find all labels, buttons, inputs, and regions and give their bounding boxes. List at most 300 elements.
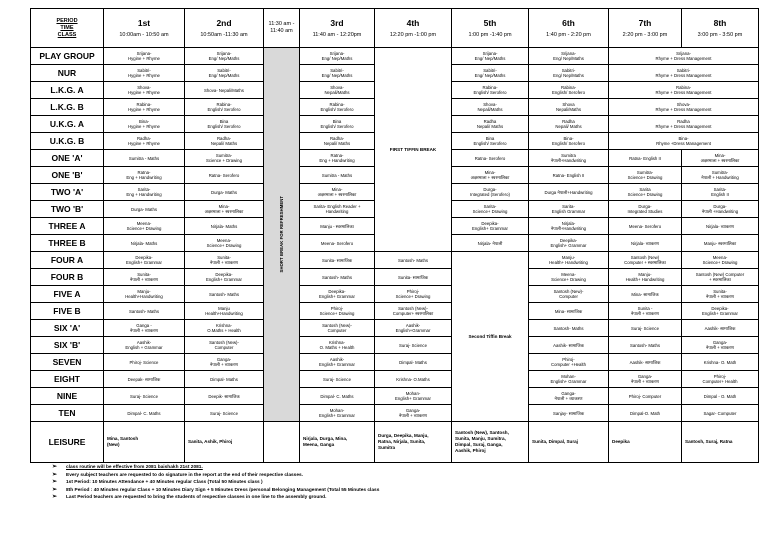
cell-line: Sarita- (713, 187, 727, 192)
period-cell (682, 235, 759, 252)
cell-line: Meena- (216, 238, 232, 243)
period-cell (104, 133, 185, 150)
period-cell (529, 371, 609, 388)
period-cell (375, 303, 452, 320)
period-cell (529, 235, 609, 252)
cell-line: FIVE B (53, 305, 81, 316)
cell-line: Durga- (713, 204, 727, 209)
routine-row (31, 303, 759, 320)
cell-line: Hygine + Rhyme (128, 141, 160, 146)
class-name (31, 371, 104, 388)
period-cell (529, 99, 609, 116)
period-cell (609, 201, 682, 218)
period-cell (104, 269, 185, 286)
routine-table (30, 8, 759, 463)
cell-line: Sumitra (378, 445, 396, 450)
period-cell (104, 252, 185, 269)
cell-line: Integrated Studies (627, 209, 663, 214)
cell-line: Santosh (New) Computer (695, 272, 745, 277)
period-header-3rd (300, 9, 375, 48)
leisure-break-cell (264, 422, 300, 463)
cell-line: Srijana- (216, 51, 232, 56)
period-header-8th (682, 9, 759, 48)
cell-line: U.K.G. A (49, 118, 85, 129)
cell-line: Sunita, Manju, Sumitra, (455, 436, 506, 441)
routine-row (31, 269, 759, 286)
cell-line: SEVEN (52, 356, 82, 367)
cell-line: अक्षरमाला + स्वरमालिका (317, 192, 357, 197)
cell-line: Deepika- (481, 221, 499, 226)
period-cell (300, 184, 375, 201)
period-cell (682, 371, 759, 388)
cell-line: Sunita- (137, 272, 151, 277)
cell-line: Eng/ Nep/Maths (474, 73, 506, 78)
cell-line: Phiroj- Science (129, 359, 159, 365)
period-cell (529, 167, 609, 184)
cell-line: Sarita- English Reader + (313, 204, 361, 209)
cell-line: Sanjay- सामाजिक (552, 410, 585, 416)
period-cell (185, 388, 264, 405)
note-item (52, 487, 752, 495)
period-cell (682, 337, 759, 354)
cell-line: Sumitra - Maths (128, 155, 160, 161)
cell-line: Krishna- O.Maths (396, 376, 430, 382)
period-cell (609, 405, 682, 422)
break-time: 11:30 am - 11:40 am (268, 21, 295, 34)
cell-line: Ratna, Nirjala, Sunita, (378, 439, 426, 444)
cell-line: Dimpal-O. Math (629, 410, 661, 416)
cell-line: PLAY GROUP (39, 50, 95, 61)
cell-line: Science+ Drawing (702, 260, 738, 265)
cell-line: Rhyme + Dress Management (655, 56, 712, 61)
period-cell (682, 150, 759, 167)
class-name (31, 354, 104, 371)
cell-line: Krishna- O. Math (703, 359, 737, 365)
period-cell (104, 337, 185, 354)
corner-label: PERIOD (56, 17, 78, 24)
cell-line: Santosh- Maths (128, 308, 160, 314)
leisure-teachers (609, 422, 682, 463)
class-name (31, 133, 104, 150)
cell-line: Durga- Maths (130, 206, 158, 212)
period-cell (185, 116, 264, 133)
period-time-class-header (31, 9, 104, 48)
cell-line: THREE A (48, 220, 86, 231)
cell-line: Eng + Handwriting (126, 175, 162, 180)
cell-line: Dimpal, Suraj, Ganga, (455, 442, 503, 447)
cell-line: Second Tiffin Break (468, 334, 512, 339)
cell-line: Manju - स्वरमालिका (320, 223, 354, 229)
period-cell (185, 337, 264, 354)
period-cell (529, 201, 609, 218)
note-text: 1st Period: 10 Minutes Attendance + 40 Minutes regular Class (Total 50 Minutes class ) (66, 480, 263, 485)
period-header-7th (609, 9, 682, 48)
cell-line: अक्षरमाला + स्वरमालिका (204, 209, 244, 214)
cell-line: Nirjala- Maths (130, 240, 158, 246)
period-cell (104, 82, 185, 99)
cell-line: Sunita - (637, 306, 653, 311)
cell-line: English Grammar (551, 209, 586, 214)
cell-line: नेपाली + व्याकरण (630, 379, 660, 384)
period-cell (104, 99, 185, 116)
class-name (31, 167, 104, 184)
period-cell (300, 133, 375, 150)
short-break-cell (264, 48, 300, 422)
cell-line: Ratna- Serofero (474, 155, 506, 161)
period-cell (104, 116, 185, 133)
routine-row (31, 286, 759, 303)
period-cell (529, 133, 609, 150)
first-tiffin-break-cell (375, 48, 452, 252)
period-time: 10:50am -11:30 am (200, 31, 248, 38)
cell-line: Srijana- (136, 51, 152, 56)
period-cell (375, 354, 452, 371)
period-name: 6th (562, 17, 575, 28)
class-name (31, 235, 104, 252)
cell-line: Ratna- English II (552, 172, 585, 178)
class-routine (30, 8, 758, 463)
class-name (31, 320, 104, 337)
period-cell (529, 184, 609, 201)
leisure-teachers (452, 422, 529, 463)
cell-line: Rabina- (329, 102, 345, 107)
cell-line: Suraj- Science (399, 342, 427, 348)
cell-line: Sarita (639, 187, 651, 192)
cell-line: English/ Serofero (320, 124, 354, 129)
cell-line: Manju (218, 306, 230, 311)
cell-line: Science+ Drawing (627, 175, 663, 180)
cell-line: English+ Grammar (319, 413, 355, 418)
period-cell (185, 405, 264, 422)
cell-line: English/ Serofero (473, 141, 507, 146)
cell-line: Santosh (New)- (398, 306, 428, 311)
cell-line: Radha (483, 119, 497, 124)
routine-row (31, 48, 759, 65)
period-cell (682, 388, 759, 405)
arrow-bullet-icon: ➢ (52, 494, 58, 500)
cell-line: Ratna- (330, 153, 344, 158)
period-cell (300, 48, 375, 65)
cell-line: NUR (57, 67, 77, 78)
class-name (31, 99, 104, 116)
cell-line: Deepika (612, 439, 630, 444)
cell-line: Mina- (331, 187, 343, 192)
routine-row (31, 388, 759, 405)
cell-line: O. Maths + Health (319, 345, 355, 350)
note-item (52, 472, 752, 480)
cell-line: Santosh (New)- (553, 289, 584, 294)
period-cell (529, 150, 609, 167)
cell-line: O.Maths + Health (207, 328, 241, 333)
cell-line: Sanita, Ashik, Phiroj (188, 439, 233, 444)
period-cell (609, 133, 759, 150)
cell-line: Mina, Santosh (107, 436, 139, 441)
period-cell (185, 48, 264, 65)
period-cell (104, 405, 185, 422)
cell-line: नेपाली + व्याकरण (630, 311, 660, 316)
period-cell (375, 337, 452, 354)
period-cell (300, 150, 375, 167)
cell-line: TEN (58, 407, 76, 418)
period-cell (185, 82, 264, 99)
period-cell (609, 65, 759, 82)
cell-line: Hygine + Rhyme (128, 73, 160, 78)
cell-line: Integrated (Serofero) (470, 192, 510, 197)
cell-line: Nirjala- (561, 221, 576, 226)
cell-line: Aashik- सामाजिक (553, 342, 584, 348)
cell-line: English+ Grammar (319, 362, 355, 367)
cell-line: Radha (562, 119, 575, 124)
cell-line: Srijana- (482, 51, 498, 56)
cell-line: नेपाली + व्याकरण (554, 396, 583, 401)
cell-line: अक्षरमाला + स्वरमालिका (700, 158, 740, 163)
cell-line: Sabitri- (676, 68, 691, 73)
note-item (52, 479, 752, 487)
cell-line: Durga- (483, 187, 497, 192)
period-time: 11:40 am - 12:20pm (312, 31, 362, 38)
cell-line: नेपाली + व्याकरण (129, 277, 159, 282)
period-cell (609, 337, 682, 354)
cell-line: English+ Grammar (550, 243, 587, 248)
period-cell (185, 133, 264, 150)
period-cell (452, 65, 529, 82)
period-cell (300, 82, 375, 99)
leisure-teachers (529, 422, 609, 463)
cell-line: FIVE A (53, 288, 81, 299)
period-cell (609, 388, 682, 405)
cell-line: Mina- (714, 153, 726, 158)
period-cell (185, 354, 264, 371)
cell-line: Sarita- (483, 204, 497, 209)
class-name (31, 218, 104, 235)
cell-line: Durga नेपाली+Handwriting (544, 189, 593, 195)
period-cell (452, 184, 529, 201)
cell-line: Meena- Serofero (628, 223, 662, 229)
cell-line: Nepali/Maths (477, 107, 503, 112)
period-cell (609, 371, 682, 388)
cell-line: Sunita, Dimpal, Suraj (532, 439, 578, 444)
leisure-teachers (682, 422, 759, 463)
cell-line: Eng + Handwriting (319, 158, 355, 163)
cell-line: Suraj- Science (323, 376, 351, 382)
cell-line: Ratna- Serofero (208, 172, 240, 178)
cell-line: Handwriting (325, 209, 349, 214)
cell-line: Computer +Health (551, 362, 586, 367)
cell-line: ONE 'A' (51, 152, 83, 163)
cell-line: Computer + स्वरमालिका (624, 260, 666, 265)
period-cell (452, 201, 529, 218)
cell-line: Dimpal- C. Maths (127, 410, 161, 416)
cell-line: SIX 'B' (53, 339, 81, 350)
cell-line: Bina (332, 119, 342, 124)
cell-line: Ganga- (637, 374, 653, 379)
period-cell (529, 252, 609, 269)
cell-line: नेपाली + व्याकरण (209, 362, 239, 367)
cell-line: U.K.G. B (49, 135, 85, 146)
period-cell (185, 320, 264, 337)
cell-line: Deepika- (215, 272, 233, 277)
period-cell (529, 320, 609, 337)
cell-line: Eng/ Nep/Maths (321, 56, 353, 61)
cell-line: नेपाली+Handwriting (550, 226, 587, 231)
cell-line: Ganga- (561, 391, 576, 396)
cell-line: Shova (562, 102, 575, 107)
cell-line: Computer+ स्वरमालिका (392, 311, 434, 316)
cell-line: English/ Serofero (207, 107, 241, 112)
cell-line: Health+Handwriting (205, 311, 243, 316)
cell-line: Durga- (638, 204, 652, 209)
period-cell (609, 184, 682, 201)
cell-line: Nirjala- नेपाली (477, 240, 503, 246)
period-cell (452, 133, 529, 150)
period-cell (300, 167, 375, 184)
period-cell (375, 405, 452, 422)
period-cell (375, 371, 452, 388)
corner-label: TIME (60, 24, 74, 31)
cell-line: Sumitra (561, 153, 576, 158)
cell-line: Deepika- (135, 255, 153, 260)
cell-line: Shova- (483, 102, 497, 107)
period-cell (529, 354, 609, 371)
period-cell (375, 320, 452, 337)
cell-line: Manju- (137, 289, 151, 294)
period-header-6th (529, 9, 609, 48)
cell-line: नेपाली + व्याकरण (129, 328, 159, 333)
cell-line: Santosh- Maths (208, 291, 240, 297)
class-name (31, 252, 104, 269)
period-cell (609, 269, 682, 286)
cell-line: Rhyme +Dress Management (656, 141, 711, 146)
cell-line: Radha- (329, 136, 345, 141)
period-time: 1:40 pm - 2:20 pm (546, 31, 591, 38)
cell-line: SIX 'A' (53, 322, 81, 333)
period-cell (609, 303, 682, 320)
cell-line: Santosh- Maths (553, 325, 584, 331)
period-name: 3rd (330, 17, 344, 28)
period-cell (609, 48, 759, 65)
cell-line: Science+ Drawing (395, 294, 431, 299)
period-cell (529, 303, 609, 320)
cell-line: Science+ Drawing (551, 277, 586, 282)
cell-line: Phiroj- Computer (628, 393, 662, 399)
cell-line: Aashik, Phiroj (455, 448, 486, 453)
cell-line: Sunita- (713, 289, 727, 294)
period-cell (185, 303, 264, 320)
cell-line: Sumitra- (711, 170, 729, 175)
period-cell (185, 184, 264, 201)
cell-line: Rabina- (482, 85, 498, 90)
cell-line: Krishna- (328, 340, 345, 345)
cell-line: Mina- (218, 204, 230, 209)
period-time: 12:20 pm -1:00 pm (389, 31, 437, 38)
period-cell (104, 150, 185, 167)
note-text: Every subject teachers are requested to do signature in the report at the end of their respective classes. (66, 472, 303, 478)
period-cell (104, 371, 185, 388)
cell-line: Deepika- (711, 306, 729, 311)
cell-line: Mina- सामाजिक (631, 291, 659, 297)
break-time-header (264, 9, 300, 48)
header-row (31, 9, 759, 48)
cell-line: Dimpal- Maths (399, 359, 427, 365)
cell-line: Bina (219, 119, 229, 124)
cell-line: Bina (485, 136, 495, 141)
period-cell (185, 235, 264, 252)
cell-line: Science+ Drawing (126, 226, 162, 231)
cell-line: Computer (559, 294, 578, 299)
cell-line: Sunita- सामाजिक (321, 257, 353, 263)
cell-line: Shova- (676, 102, 691, 107)
period-cell (185, 218, 264, 235)
cell-line: Mina- (484, 170, 496, 175)
cell-line: Rabina- (560, 85, 577, 90)
period-cell (104, 388, 185, 405)
cell-line: Nirjala- Maths (210, 223, 238, 229)
period-cell (682, 303, 759, 320)
cell-line: Health+ Handwriting (549, 260, 588, 265)
period-header-4th (375, 9, 452, 48)
cell-line: Shova- (330, 85, 344, 90)
cell-line: Krishna- (215, 323, 232, 328)
period-cell (682, 167, 759, 184)
cell-line: Sunita- सामाजिक (397, 274, 429, 280)
period-cell (185, 150, 264, 167)
cell-line: Rhyme + Dress Management (655, 124, 712, 129)
period-cell (104, 167, 185, 184)
period-time: 1:00 pm -1:40 pm (468, 31, 512, 38)
cell-line: Deepak- सामाजिक (127, 376, 161, 382)
cell-line: Phiroj- (713, 374, 727, 379)
class-name (31, 405, 104, 422)
cell-line: Santosh (New)- (209, 340, 239, 345)
cell-line: Phiroj- (562, 357, 575, 362)
cell-line: Science+ Drawing (319, 311, 355, 316)
period-cell (682, 201, 759, 218)
cell-line: Rabina- (216, 102, 232, 107)
cell-line: Srijana- (329, 51, 345, 56)
cell-line: नेपाली + व्याकरण (398, 413, 428, 418)
period-cell (104, 354, 185, 371)
routine-row (31, 252, 759, 269)
cell-line: Deepika- (328, 289, 346, 294)
cell-line: Aashik- सामाजिक (629, 359, 661, 365)
routine-row (31, 405, 759, 422)
period-cell (609, 320, 682, 337)
routine-row (31, 320, 759, 337)
leisure-teachers (300, 422, 375, 463)
cell-line: Deepika- (559, 238, 578, 243)
leisure-teachers (375, 422, 452, 463)
period-cell (529, 388, 609, 405)
period-cell (609, 82, 759, 99)
cell-line: L.K.G. A (50, 84, 84, 95)
cell-line: ONE 'B' (51, 169, 83, 180)
cell-line: Nepali/ Maths (210, 141, 238, 146)
cell-line: Santosh (New)- (322, 323, 352, 328)
class-name (31, 201, 104, 218)
class-name (31, 337, 104, 354)
cell-line: Rhyme + Dress Management (655, 107, 712, 112)
period-cell (529, 286, 609, 303)
cell-line: Nepali/ Maths (476, 124, 504, 129)
cell-line: Aashik- (329, 357, 345, 362)
period-cell (682, 354, 759, 371)
note-text: class routine will be effective from 2081 baishakh 21st 2081. (66, 465, 203, 470)
period-cell (609, 286, 682, 303)
period-name: 7th (638, 17, 652, 28)
cell-line: Santosh (New) (630, 255, 660, 260)
cell-line: Mohan- (561, 374, 576, 379)
cell-line: TWO 'A' (50, 186, 84, 197)
